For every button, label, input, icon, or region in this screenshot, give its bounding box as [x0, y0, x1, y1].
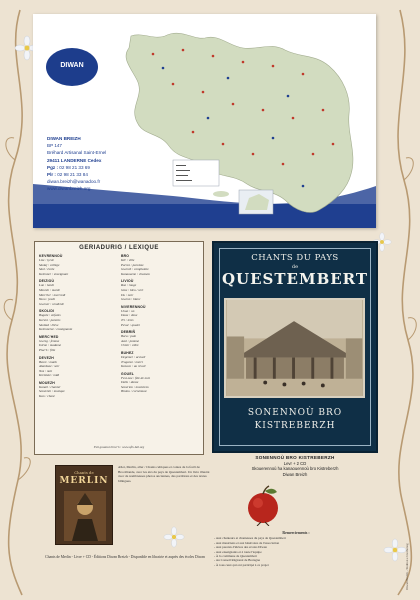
glossary-entry: Bara : pain [121, 334, 137, 339]
map-card [33, 14, 376, 228]
glossary-section-heading: DEIZIOÙ [39, 279, 55, 284]
notes-line: - À tous ceux qui ont participé à ce projet [214, 562, 269, 567]
credits-notes [214, 531, 378, 567]
poster-title-line2: de [291, 264, 299, 270]
book-illustration [64, 491, 106, 541]
glossary-title: GERIADURIG / LEXIQUE [79, 245, 159, 251]
glossary-entry: Merc'her : mercredi [39, 292, 66, 297]
glossary-entry: Trugarez : merci [121, 359, 143, 364]
questembert-poster [212, 241, 378, 453]
glossary-entry: Kerent : parents [39, 317, 61, 322]
glossary-section-heading: BUHEZ [121, 350, 134, 355]
glossary-entry: Kenavo : au revoir [121, 364, 146, 369]
glossary-entry: Gwenn : blanc [121, 297, 141, 302]
vertical-side-note: Diwan Breizh - Skolioù e brezhoneg [405, 543, 409, 590]
poster-bottom-line2: KISTREBERZH [254, 421, 336, 431]
glossary-section [39, 356, 117, 378]
notes-line: - Aux chanteurs et chanteuses du pays de Questembert [214, 536, 286, 541]
glossary-section [39, 279, 117, 306]
glossary-entry: Aval : pomme [121, 338, 140, 343]
glossary-section [121, 279, 199, 301]
glossary-section [39, 309, 117, 331]
glossary-entry: Fest-noz : fête de nuit [121, 375, 150, 380]
glossary-section [121, 330, 199, 348]
glossary-entry: Abardaez : soir [39, 364, 60, 369]
market-hall-photo [224, 298, 365, 398]
glossary-entry: Noz : nuit [39, 368, 53, 373]
org-website[interactable]: www.diwanbreizh.org [47, 186, 91, 192]
glossary-section [121, 305, 199, 327]
glossary-section-heading: MOUEZH [39, 380, 55, 385]
glossary-right-column [121, 254, 199, 402]
book-description: Aller, Merlin, aller / Chants celtiques et contes de la forêt de Brocéliande, avec les airs du pays de Questembert. Un livre illustré avec de nombreuses photos anciennes, des partitions et des textes bilingues. [118, 465, 210, 483]
glossary-entry: Sonerezh : musique [39, 389, 65, 394]
glossary-entry: Gwerzh : complainte [121, 267, 149, 272]
book-caption: Chants de Merlin - Livre + CD - Éditions Diwan Breizh - Disponible en librairie et auprès des écoles Diwan [45, 555, 205, 559]
flower-icon [163, 526, 185, 548]
glossary-section [121, 372, 199, 394]
glossary-entry: Gwreg : femme [39, 338, 60, 343]
glossary-entry: Daou : deux [121, 313, 138, 318]
notes-title: Remerciements : [282, 531, 310, 535]
notes-line: - Aux enseignants et à toute l'équipe [214, 549, 262, 554]
glossary-entry: Pevar : quatre [121, 322, 141, 327]
glossary-section-heading: SKOLIDI [39, 309, 55, 314]
glossary-entry: Ruz : rouge [121, 283, 137, 288]
glossary-entry: Biniou : cornemuse [121, 389, 147, 394]
glossary-entry: Gwener : vendredi [39, 301, 64, 306]
glossary-entry: Kêr : ville [121, 258, 135, 262]
glossary-section-heading: NIVERENNOÙ [121, 304, 146, 309]
glossary-entry: Skol : école [39, 267, 55, 272]
glossary-entry: Skoliad : élève [39, 322, 59, 327]
org-street: Bréhard Artisanal Saint-Ernel [47, 150, 107, 156]
glossary-entry: Kelennerez : enseignante [39, 327, 73, 332]
glossary-entry: Unan : un [121, 308, 135, 313]
notes-line: - Aux parents d'élèves des écoles Diwan [214, 545, 267, 550]
glossary-entry: Kanañ : chanter [39, 384, 61, 389]
book-title-big: MERLIN [59, 476, 109, 486]
org-city: 29411 LANDERNE Cedex [47, 157, 102, 163]
apple-illustration [243, 484, 283, 526]
diwan-logo: DIWAN [46, 48, 98, 86]
poster-caption-title: SONENNOÙ BRO KISTREBERZH [255, 455, 335, 460]
poster-caption [212, 455, 378, 477]
glossary-section-heading: DEVEZH [39, 355, 54, 360]
org-fax: Plr : 02 98 21 33 84 [47, 172, 88, 178]
glossary-section [39, 254, 117, 276]
glossary-footer: Evit gouzout hiroc'h : www.ofis-bzh.org [93, 445, 145, 449]
glossary-section-heading: DEBRIÑ [121, 330, 136, 335]
glossary-entry: Meurzh : mardi [39, 287, 60, 292]
glossary-section-heading: KEVRENNOÙ [39, 254, 63, 258]
poster-caption-line: Diwan Breizh [282, 471, 308, 477]
glossary-section-heading: LIVIOÙ [121, 279, 134, 284]
glossary-entry: Kan : chant [39, 394, 55, 399]
glossary-section-heading: MERC'HED [39, 334, 59, 339]
glossary-section-heading: GOUEL [121, 371, 135, 376]
notes-line: - Aux musiciens et aux bénévoles de l'association [214, 540, 280, 545]
notes-line: - Au Conseil Régional de Bretagne [214, 558, 261, 563]
glossary-entry: Du : noir [121, 292, 134, 297]
glossary-section [121, 351, 199, 369]
glossary-entry: Dañs : danse [121, 380, 139, 385]
org-name: DIWAN BREIZH [47, 136, 81, 141]
notes-line: - À la commune de Questembert [214, 554, 257, 559]
org-email[interactable]: diwan.breizh@wanadoo.fr [47, 179, 101, 185]
glossary-entry: Lise : lycée [39, 258, 55, 262]
glossary-entry: Kanaouenn : chanson [121, 271, 150, 276]
merlin-book-cover [55, 465, 113, 545]
poster-caption-line: Levr + 2 CD [283, 460, 307, 466]
glossary-entry: Degemer : accueil [121, 354, 146, 359]
poster-bottom-line1: SONENNOÙ BRO [247, 408, 343, 418]
glossary-entry: Beure : matin [39, 359, 58, 364]
glossary-entry: Kelenner : enseignant [39, 271, 69, 276]
glossary-entry: Sonerion : musiciens [121, 384, 149, 389]
brittany-map [33, 14, 376, 228]
flower-icon [383, 538, 407, 562]
glossary-entry: Kreisteiz : midi [39, 373, 60, 378]
glossary-entry: Lun : lundi [39, 283, 54, 288]
glossary-entry: Yaou : jeudi [39, 297, 55, 302]
poster-title-line3: QUESTEMBERT [221, 270, 369, 288]
glossary-entry: Skolaj : collège [39, 262, 60, 267]
glossary-left-column [39, 254, 117, 402]
glossary-section [39, 381, 117, 399]
glossary-entry: Intron : madame [39, 343, 62, 348]
glossary-entry: Tri : trois [121, 317, 134, 322]
glossary-entry: Parrez : paroisse [121, 262, 144, 267]
poster-title-line1: CHANTS DU PAYS [251, 253, 339, 263]
right-swirl-ornament [380, 0, 420, 600]
glossary-entry: Bugale : enfants [39, 313, 61, 318]
glossary-section [39, 335, 117, 353]
glossary-entry: Chistr : cidre [121, 343, 139, 348]
poster-caption-line: Skouerennoù ha kanaouennoù bro Kistreberzh [251, 466, 339, 472]
diwan-address [47, 135, 167, 193]
glossary-section-heading: BRO [121, 254, 130, 258]
org-bp: BP 147 [47, 143, 62, 149]
glossary-box [34, 241, 204, 455]
glossary-section [121, 254, 199, 276]
org-phone: Pgz : 02 98 21 33 69 [47, 164, 90, 170]
glossary-entry: Plac'h : fille [39, 347, 56, 352]
book-title-small: Chants de [74, 470, 94, 475]
glossary-entry: Glas : bleu / vert [121, 287, 144, 292]
